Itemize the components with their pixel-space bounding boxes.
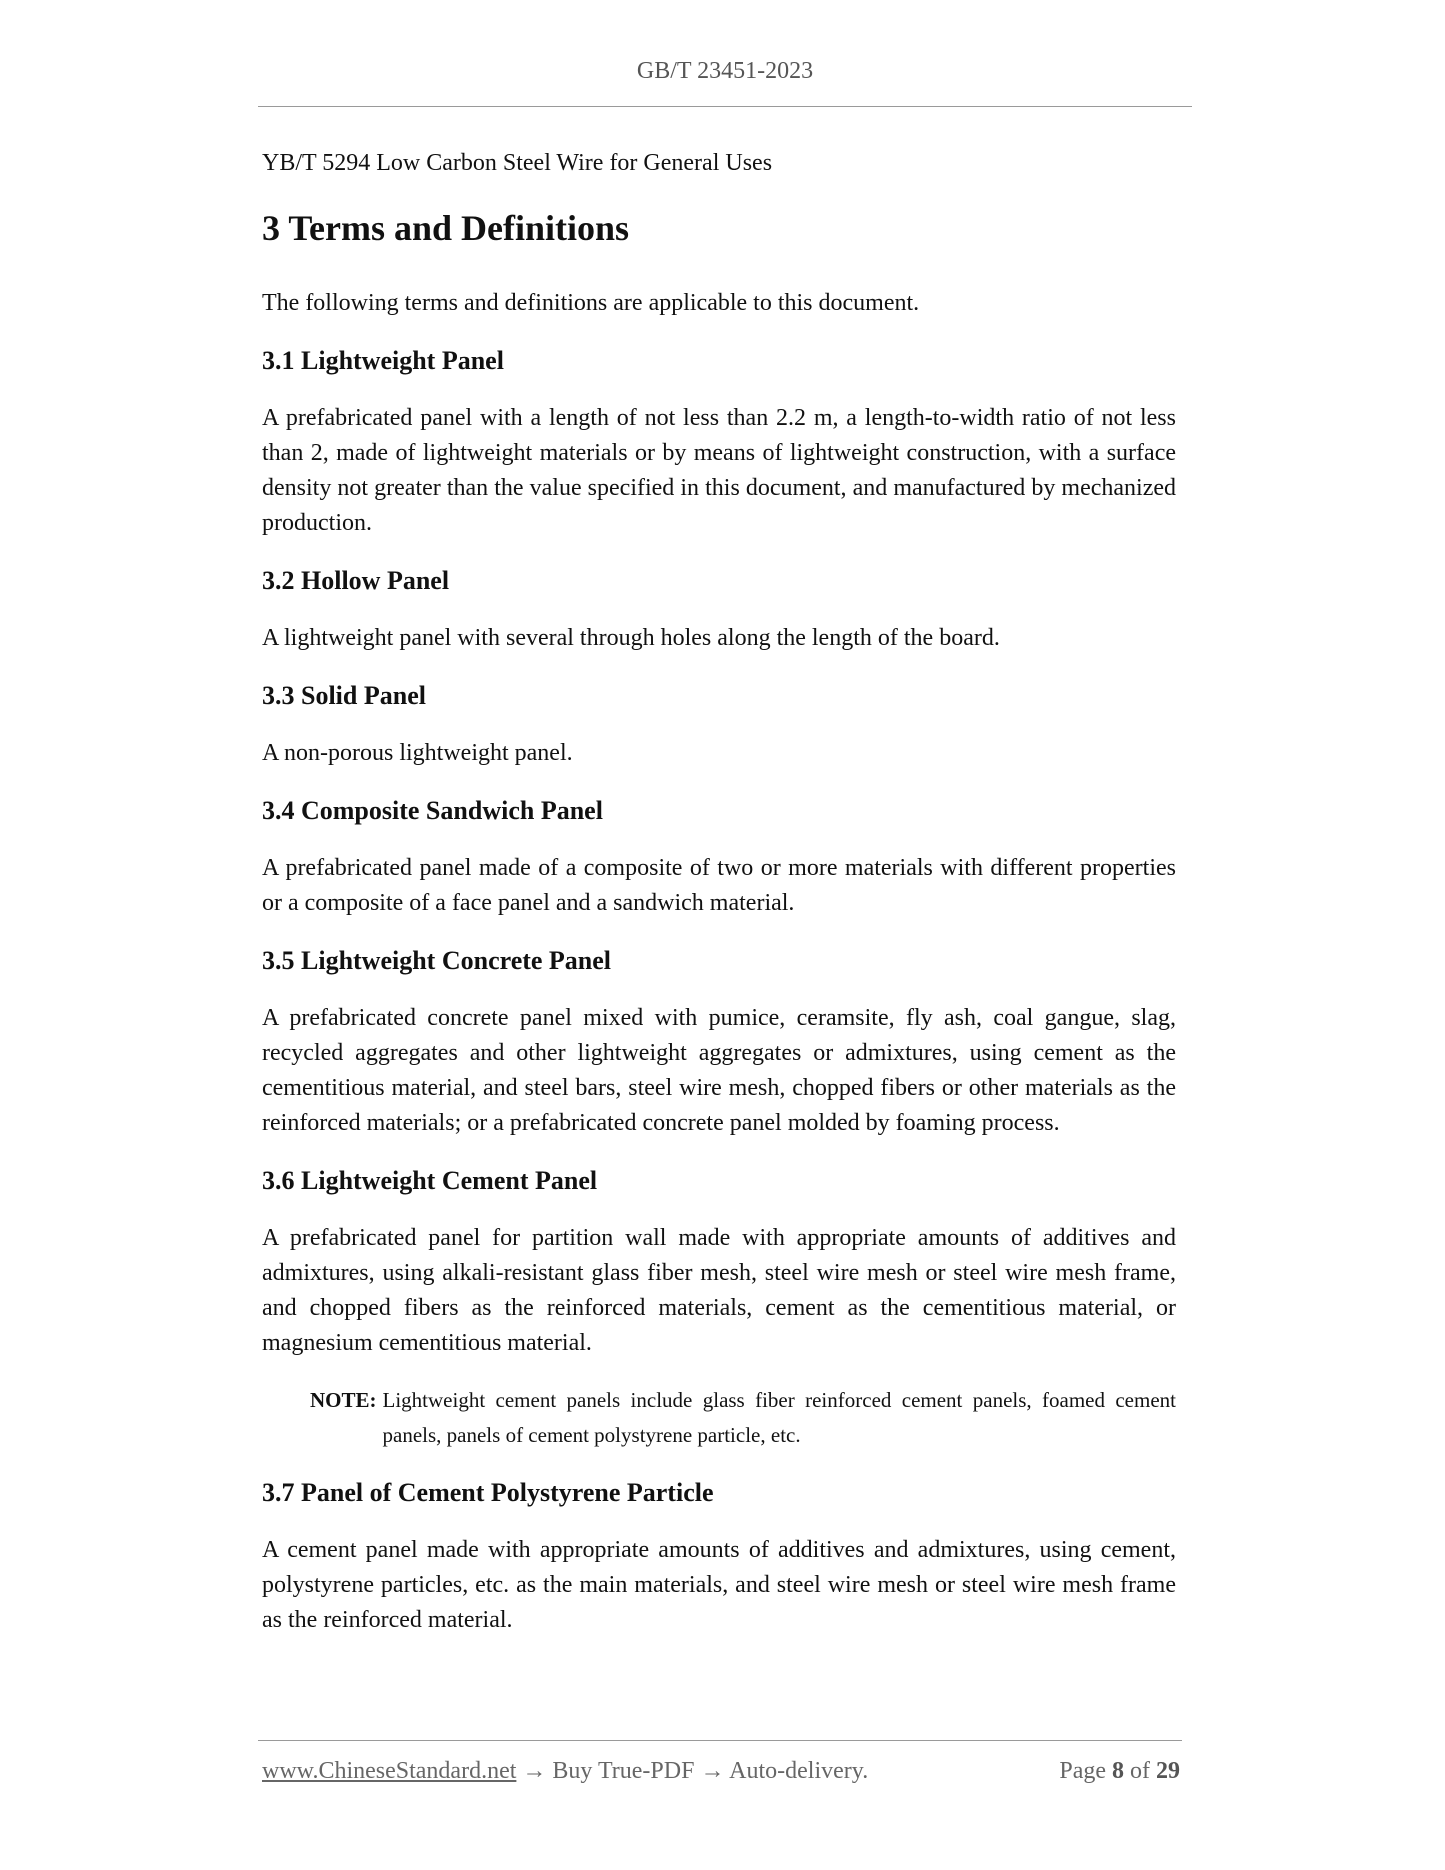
auto-delivery-text: Auto-delivery. [729, 1758, 869, 1784]
term-heading: 3.2 Hollow Panel [262, 566, 450, 595]
section-intro: The following terms and definitions are applicable to this document. [262, 290, 920, 316]
page-header: GB/T 23451-2023 [636, 58, 814, 84]
footer-links [262, 1758, 868, 1785]
term-definition: A prefabricated concrete panel mixed with pumice, ceramsite, fly ash, coal gangue, slag, recycled aggregates and other lightweight aggregates or admixtures, using cement as the cementitious material, and steel bars, steel wire mesh, chopped fibers or other materials as the reinforced materials; or a prefabricated concrete panel molded by foaming process. [262, 1005, 1176, 1136]
term-heading: 3.5 Lightweight Concrete Panel [262, 946, 612, 975]
term-definition: A prefabricated panel for partition wall made with appropriate amounts of additives and admixtures, using alkali-resistant glass fiber mesh, steel wire mesh or steel wire mesh frame, and chopped fibers as the reinforced materials, cement as the cementitious material, or magnesium cementitious material. [262, 1225, 1176, 1356]
term-definition: A non-porous lightweight panel. [262, 740, 573, 766]
term-heading: 3.1 Lightweight Panel [262, 346, 504, 375]
normative-reference-line: YB/T 5294 Low Carbon Steel Wire for General Uses [262, 150, 773, 176]
page-content [262, 146, 1176, 1660]
buy-pdf-text: Buy True-PDF [552, 1758, 695, 1784]
page-of-label: of [1130, 1758, 1150, 1784]
arrow-icon: → [522, 1758, 547, 1784]
term-definition: A prefabricated panel with a length of not less than 2.2 m, a length-to-width ratio of not less than 2, made of lightweight materials or by means of lightweight construction, with a surface density not greater than the value specified in this document, and manufactured by mechanized production. [262, 405, 1176, 536]
current-page: 8 [1112, 1758, 1124, 1784]
footer-divider [258, 1740, 1182, 1741]
page-footer [262, 1758, 1180, 1785]
arrow-icon: → [700, 1758, 725, 1784]
term-heading: 3.7 Panel of Cement Polystyrene Particle [262, 1478, 714, 1507]
term-definition: A cement panel made with appropriate amounts of additives and admixtures, using cement, polystyrene particles, etc. as the main materials, and steel wire mesh or steel wire mesh frame as the reinforced material. [262, 1537, 1176, 1633]
note-text: Lightweight cement panels include glass fiber reinforced cement panels, foamed cement panels, panels of cement polystyrene particle, etc. [382, 1388, 1176, 1447]
page-label: Page [1059, 1758, 1106, 1784]
term-note [310, 1383, 1176, 1453]
header-divider [258, 106, 1192, 107]
term-definition: A prefabricated panel made of a composite of two or more materials with different properties or a composite of a face panel and a sandwich material. [262, 855, 1176, 916]
term-heading: 3.3 Solid Panel [262, 681, 426, 710]
total-pages: 29 [1156, 1758, 1180, 1784]
note-label: NOTE: [310, 1388, 377, 1412]
term-definition: A lightweight panel with several through holes along the length of the board. [262, 625, 1000, 651]
page-number [1059, 1758, 1180, 1785]
term-heading: 3.6 Lightweight Cement Panel [262, 1166, 598, 1195]
section-title: 3 Terms and Definitions [262, 208, 630, 248]
term-heading: 3.4 Composite Sandwich Panel [262, 796, 603, 825]
website-link[interactable]: www.ChineseStandard.net [262, 1758, 517, 1784]
